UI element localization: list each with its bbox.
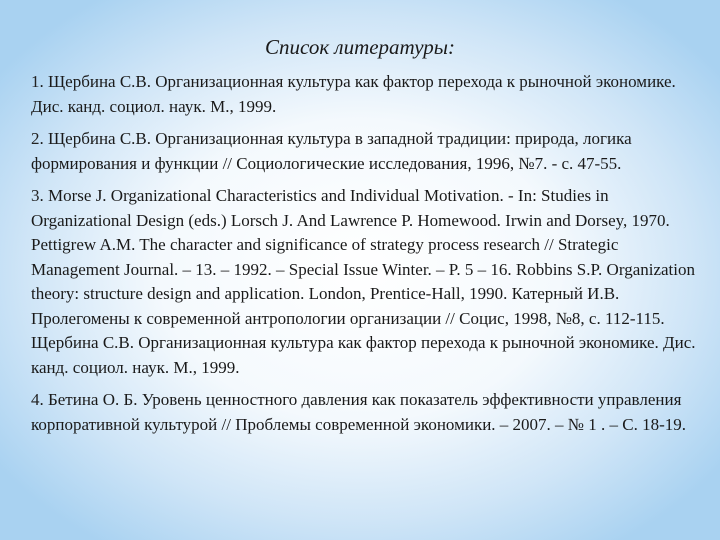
reference-text: . Щербина С.В. Организационная культура в западной традиции: природа, логика формирования и функции // Социологические исследования, 1996, №7. - с. 47-55. (31, 129, 632, 173)
reference-item (31, 388, 703, 437)
reference-number: 3 (31, 186, 40, 205)
reference-item (31, 184, 703, 380)
reference-text: . Бетина О. Б. Уровень ценностного давления как показатель эффективности управления корпоративной культурой // Проблемы современной экономики. – 2007. – № 1 . – С. 18-19. (31, 390, 687, 434)
reference-text: . Щербина С.В. Организационная культура как фактор перехода к рыночной экономике. Дис. канд. социол. наук. М., 1999. (31, 72, 676, 116)
reference-number: 2 (31, 129, 40, 148)
reference-number: 4 (31, 390, 40, 409)
reference-number: 1 (31, 72, 40, 91)
reference-item (31, 127, 703, 176)
reference-item (31, 70, 703, 119)
reference-text: . Morse J. Organizational Characteristics and Individual Motivation. - In: Studies in Organizational Design (eds.) Lorsch J. And Lawrence P. Homewood. Irwin and Dorsey, 1970. Pettigrew A.M. The character and significance of strategy process research // Strategic Management Journal. – 13. – 1992. – Special Issue Winter. – P. 5 – 16. Robbins S.P. Organization theory: structure design and application. London, Prentice-Hall, 1990. Катерный И.В. Пролегомены к современной антропологии организации // Социс, 1998, №8, с. 112-115. Щербина С.В. Организационная культура как фактор перехода к рыночной экономике. Дис. канд. социол. наук. М., 1999. (31, 186, 696, 377)
slide-title: Список литературы: (265, 35, 455, 59)
reference-list (31, 70, 703, 445)
